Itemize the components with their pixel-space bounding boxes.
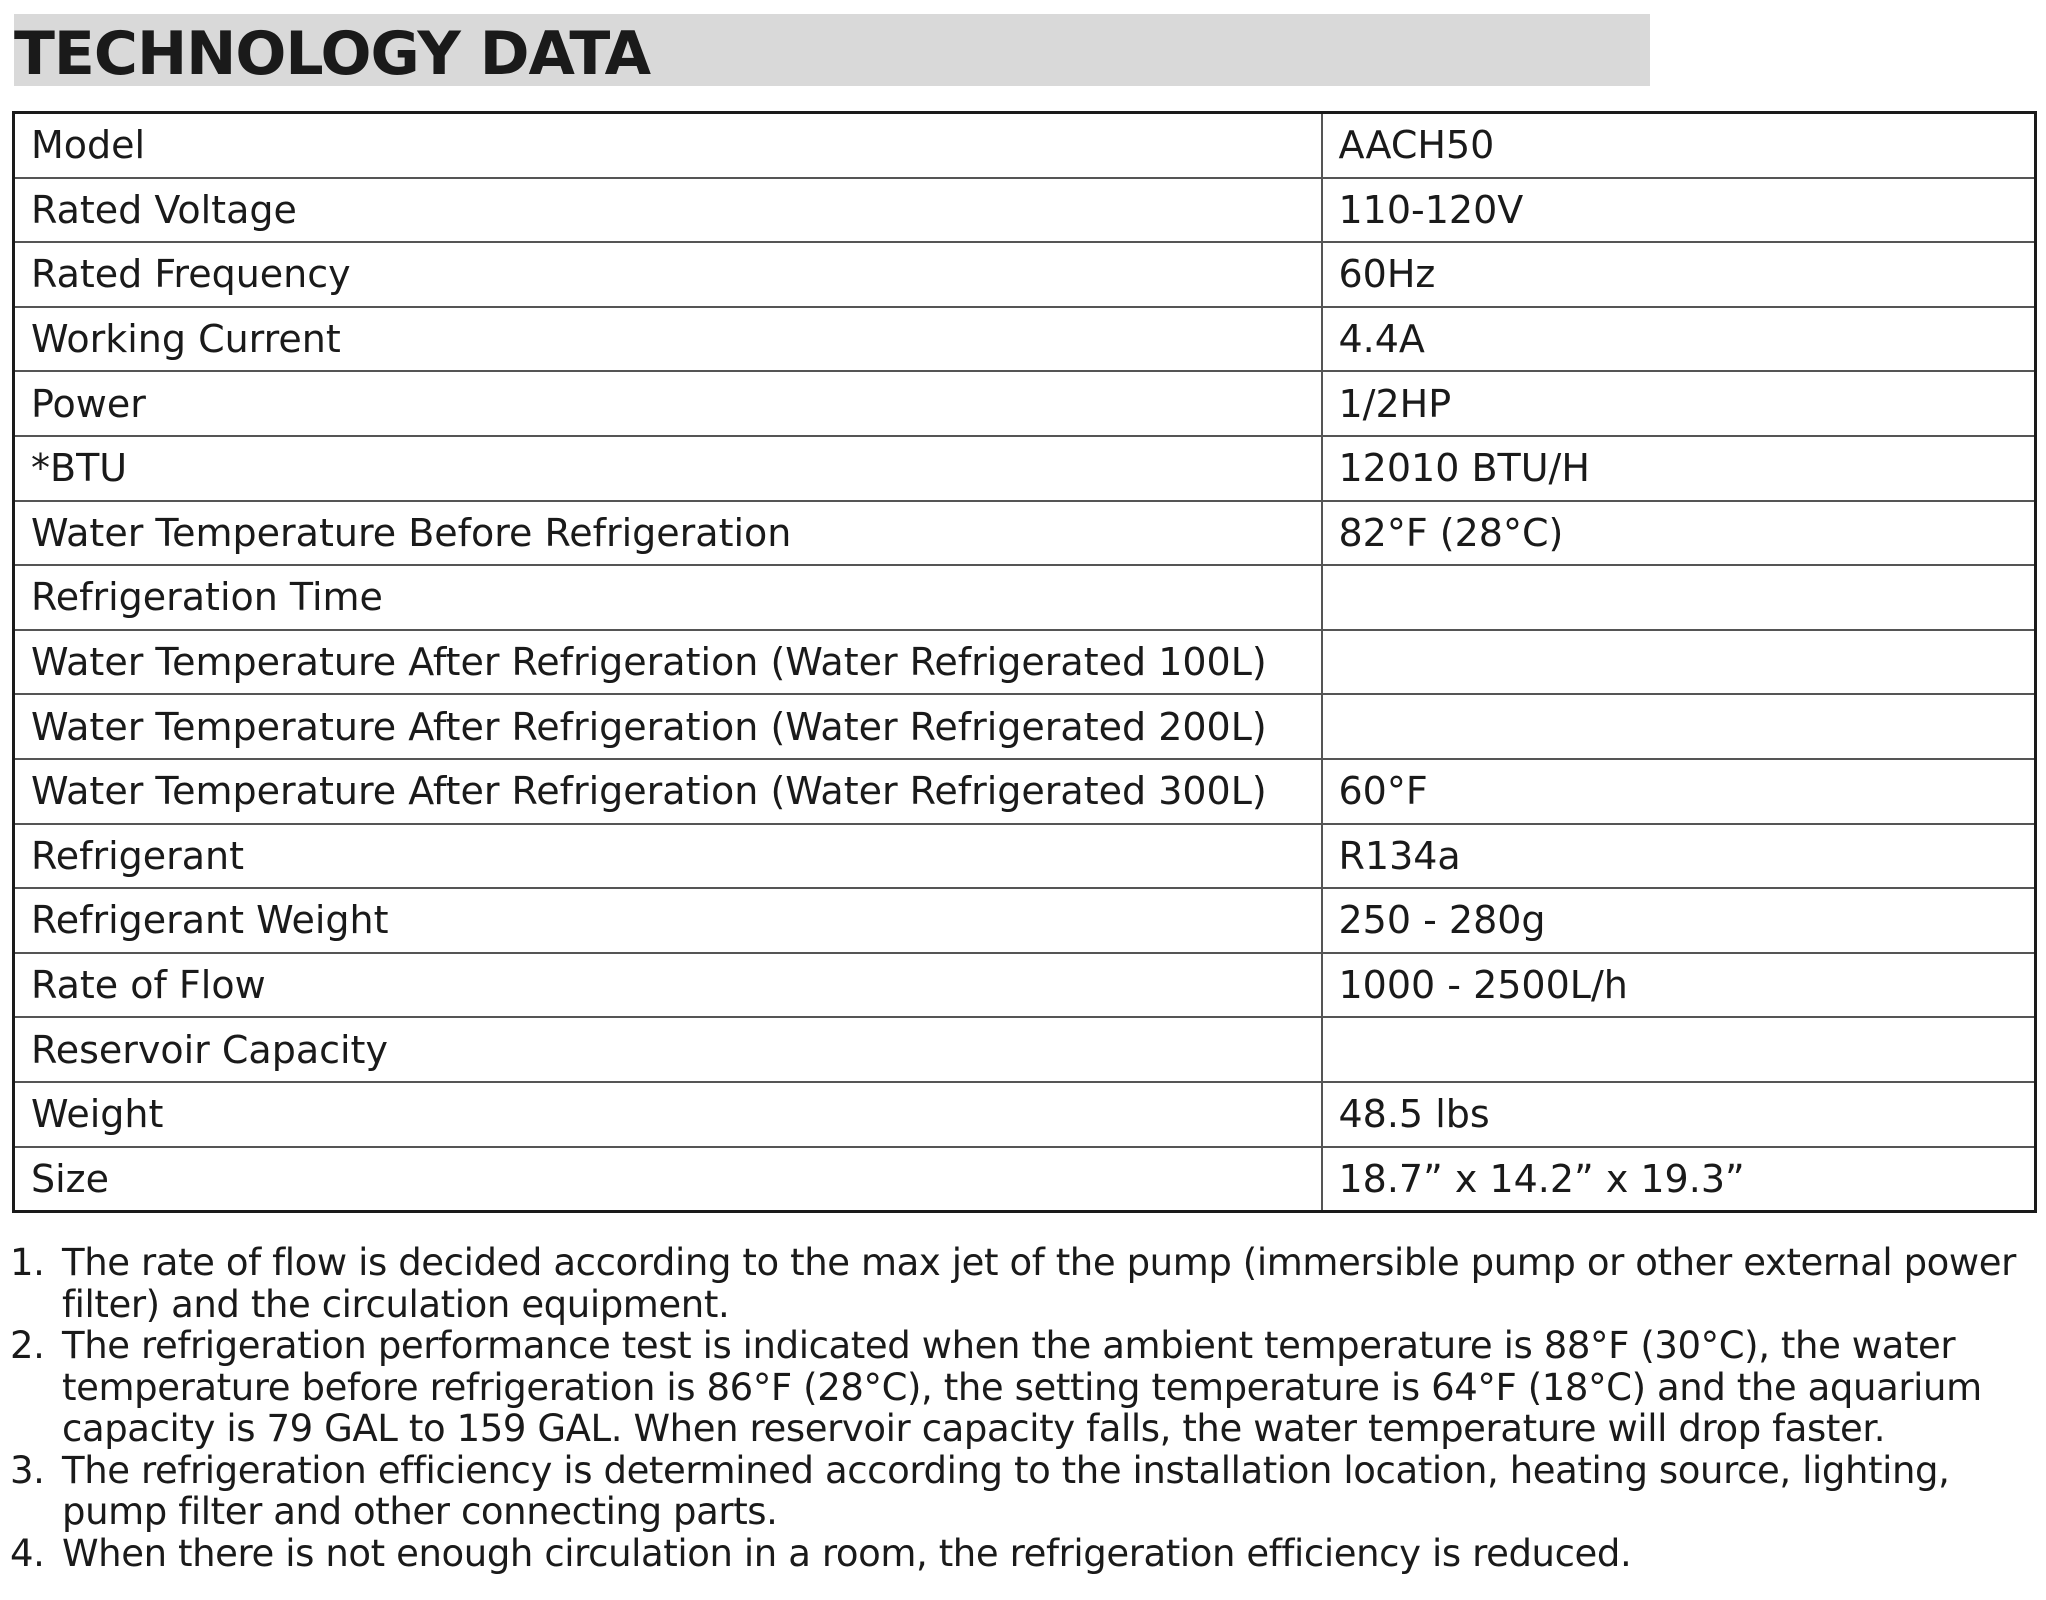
spec-label: Rated Voltage	[14, 178, 1322, 243]
spec-value: 18.7” x 14.2” x 19.3”	[1322, 1147, 2036, 1212]
spec-value: 110-120V	[1322, 178, 2036, 243]
table-row	[14, 113, 2036, 178]
spec-value: AACH50	[1322, 113, 2036, 178]
spec-label: Water Temperature After Refrigeration (Water Refrigerated 200L)	[14, 694, 1322, 759]
spec-label: Refrigerant Weight	[14, 888, 1322, 953]
note-text: The rate of flow is decided according to the max jet of the pump (immersible pump or other external power filter) and the circulation equipment.	[62, 1241, 2016, 1326]
spec-value: 12010 BTU/H	[1322, 436, 2036, 501]
spec-value: 82°F (28°C)	[1322, 501, 2036, 566]
table-row	[14, 371, 2036, 436]
note-item	[10, 1533, 2040, 1575]
spec-value: 1/2HP	[1322, 371, 2036, 436]
spec-value: 1000 - 2500L/h	[1322, 953, 2036, 1018]
spec-label: Reservoir Capacity	[14, 1017, 1322, 1082]
spec-label: Weight	[14, 1082, 1322, 1147]
spec-label: Size	[14, 1147, 1322, 1212]
table-row	[14, 436, 2036, 501]
note-text: The refrigeration efficiency is determined according to the installation location, heating source, lighting, pump filter and other connecting parts.	[62, 1448, 1950, 1533]
notes-list	[10, 1242, 2040, 1574]
note-item	[10, 1325, 2040, 1450]
table-row	[14, 824, 2036, 889]
spec-label: Rated Frequency	[14, 242, 1322, 307]
table-row	[14, 1147, 2036, 1212]
note-number: 3.	[10, 1448, 45, 1492]
spec-value: 48.5 lbs	[1322, 1082, 2036, 1147]
spec-label: Working Current	[14, 307, 1322, 372]
note-number: 4.	[10, 1531, 45, 1575]
note-number: 1.	[10, 1241, 45, 1284]
spec-value: 60°F	[1322, 759, 2036, 824]
spec-label: Rate of Flow	[14, 953, 1322, 1018]
spec-value: 250 - 280g	[1322, 888, 2036, 953]
spec-label: *BTU	[14, 436, 1322, 501]
spec-label: Water Temperature After Refrigeration (Water Refrigerated 300L)	[14, 759, 1322, 824]
spec-label: Water Temperature After Refrigeration (Water Refrigerated 100L)	[14, 630, 1322, 695]
table-row	[14, 759, 2036, 824]
spec-label: Water Temperature Before Refrigeration	[14, 501, 1322, 566]
table-row	[14, 565, 2036, 630]
spec-value: R134a	[1322, 824, 2036, 889]
table-row	[14, 888, 2036, 953]
spec-label: Model	[14, 113, 1322, 178]
table-row	[14, 307, 2036, 372]
note-text: When there is not enough circulation in a room, the refrigeration efficiency is reduced.	[62, 1531, 1632, 1575]
note-item	[10, 1450, 2040, 1533]
spec-value	[1322, 565, 2036, 630]
note-number: 2.	[10, 1324, 45, 1367]
table-row	[14, 242, 2036, 307]
spec-table-body	[14, 113, 2036, 1212]
spec-value	[1322, 630, 2036, 695]
table-row	[14, 953, 2036, 1018]
spec-value: 60Hz	[1322, 242, 2036, 307]
spec-label: Refrigerant	[14, 824, 1322, 889]
spec-value	[1322, 1017, 2036, 1082]
spec-value: 4.4A	[1322, 307, 2036, 372]
table-row	[14, 178, 2036, 243]
table-row	[14, 630, 2036, 695]
spec-table	[12, 111, 2037, 1213]
table-row	[14, 501, 2036, 566]
spec-value	[1322, 694, 2036, 759]
note-item	[10, 1242, 2040, 1325]
table-row	[14, 1017, 2036, 1082]
table-row	[14, 694, 2036, 759]
note-text: The refrigeration performance test is indicated when the ambient temperature is 88°F (30°C), the water temperature before refrigeration is 86°F (28°C), the setting temperature is 64°F (18°C) and the aquarium capacity is 79 GAL to 159 GAL. When reservoir capacity falls, the water temperature will drop faster.	[62, 1324, 1982, 1450]
spec-label: Power	[14, 371, 1322, 436]
table-row	[14, 1082, 2036, 1147]
spec-label: Refrigeration Time	[14, 565, 1322, 630]
page-title: TECHNOLOGY DATA	[14, 19, 651, 89]
